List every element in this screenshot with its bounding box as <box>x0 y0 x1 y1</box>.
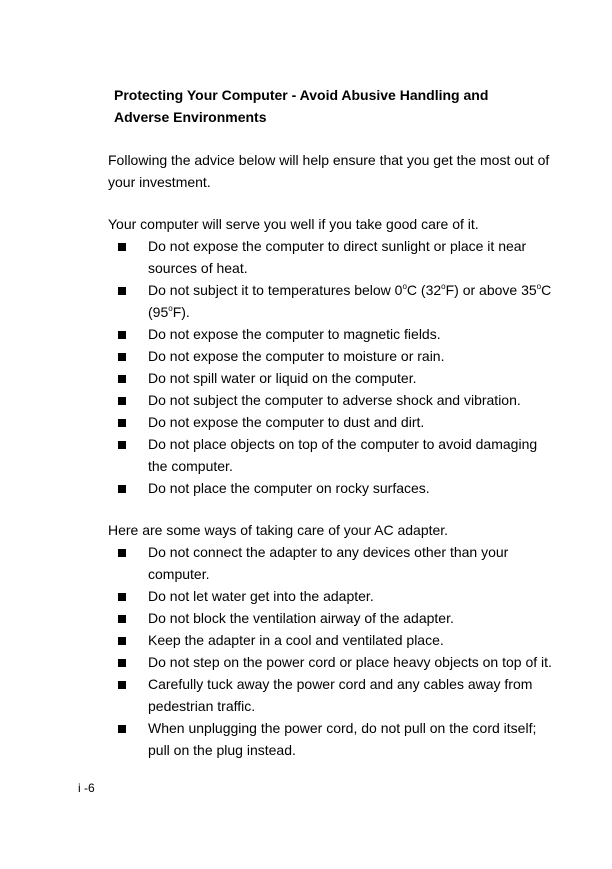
list-item: Do not place the computer on rocky surfaces. <box>118 477 556 499</box>
adapter-care-list <box>118 541 556 761</box>
temperature-item-text: Do not subject it to temperatures below 0$^o$C (32$^o$F) or above 35$^o$C (95$^o$F). <box>148 282 552 320</box>
square-bullet-icon <box>118 681 126 689</box>
degree-symbol: o <box>536 282 542 291</box>
section-heading <box>114 84 554 128</box>
list-item: Do not block the ventilation airway of the adapter. <box>118 607 556 629</box>
square-bullet-icon <box>118 243 126 251</box>
list-item: Carefully tuck away the power cord and any cables away from pedestrian traffic. <box>118 673 556 717</box>
degree-symbol: o <box>441 282 446 291</box>
square-bullet-icon <box>118 331 126 339</box>
square-bullet-icon <box>118 485 126 493</box>
square-bullet-icon <box>118 375 126 383</box>
list-item: Do not expose the computer to dust and dirt. <box>118 411 556 433</box>
heading-line-1: Protecting Your Computer - Avoid Abusive Handling and <box>114 87 489 103</box>
square-bullet-icon <box>118 549 126 557</box>
list-item: Do not let water get into the adapter. <box>118 585 556 607</box>
computer-care-list <box>118 235 556 499</box>
square-bullet-icon <box>118 419 126 427</box>
list-item: Do not expose the computer to magnetic fields. <box>118 323 556 345</box>
list-item: Do not expose the computer to moisture or rain. <box>118 345 556 367</box>
square-bullet-icon <box>118 593 126 601</box>
list-item: Do not step on the power cord or place heavy objects on top of it. <box>118 651 556 673</box>
list-item: Do not place objects on top of the computer to avoid damaging the computer. <box>118 433 556 477</box>
square-bullet-icon <box>118 353 126 361</box>
list-item <box>118 279 556 323</box>
square-bullet-icon <box>118 659 126 667</box>
list-item: Do not connect the adapter to any devices other than your computer. <box>118 541 556 585</box>
list-item: Do not subject the computer to adverse shock and vibration. <box>118 389 556 411</box>
list-item: Do not expose the computer to direct sunlight or place it near sources of heat. <box>118 235 556 279</box>
intro-paragraph: Following the advice below will help ensure that you get the most out of your investment. <box>108 152 550 190</box>
list-item: When unplugging the power cord, do not pull on the cord itself; pull on the plug instead. <box>118 717 556 761</box>
degree-symbol: o <box>168 304 173 313</box>
adapter-care-lead: Here are some ways of taking care of your AC adapter. <box>108 522 449 538</box>
list-item: Do not spill water or liquid on the computer. <box>118 367 556 389</box>
degree-symbol: o <box>402 282 407 291</box>
square-bullet-icon <box>118 287 126 295</box>
square-bullet-icon <box>118 637 126 645</box>
square-bullet-icon <box>118 441 126 449</box>
list-item: Keep the adapter in a cool and ventilated place. <box>118 629 556 651</box>
square-bullet-icon <box>118 615 126 623</box>
computer-care-lead: Your computer will serve you well if you take good care of it. <box>108 216 479 232</box>
square-bullet-icon <box>118 725 126 733</box>
page-number: i -6 <box>78 781 95 795</box>
heading-line-2: Adverse Environments <box>114 109 267 125</box>
square-bullet-icon <box>118 397 126 405</box>
